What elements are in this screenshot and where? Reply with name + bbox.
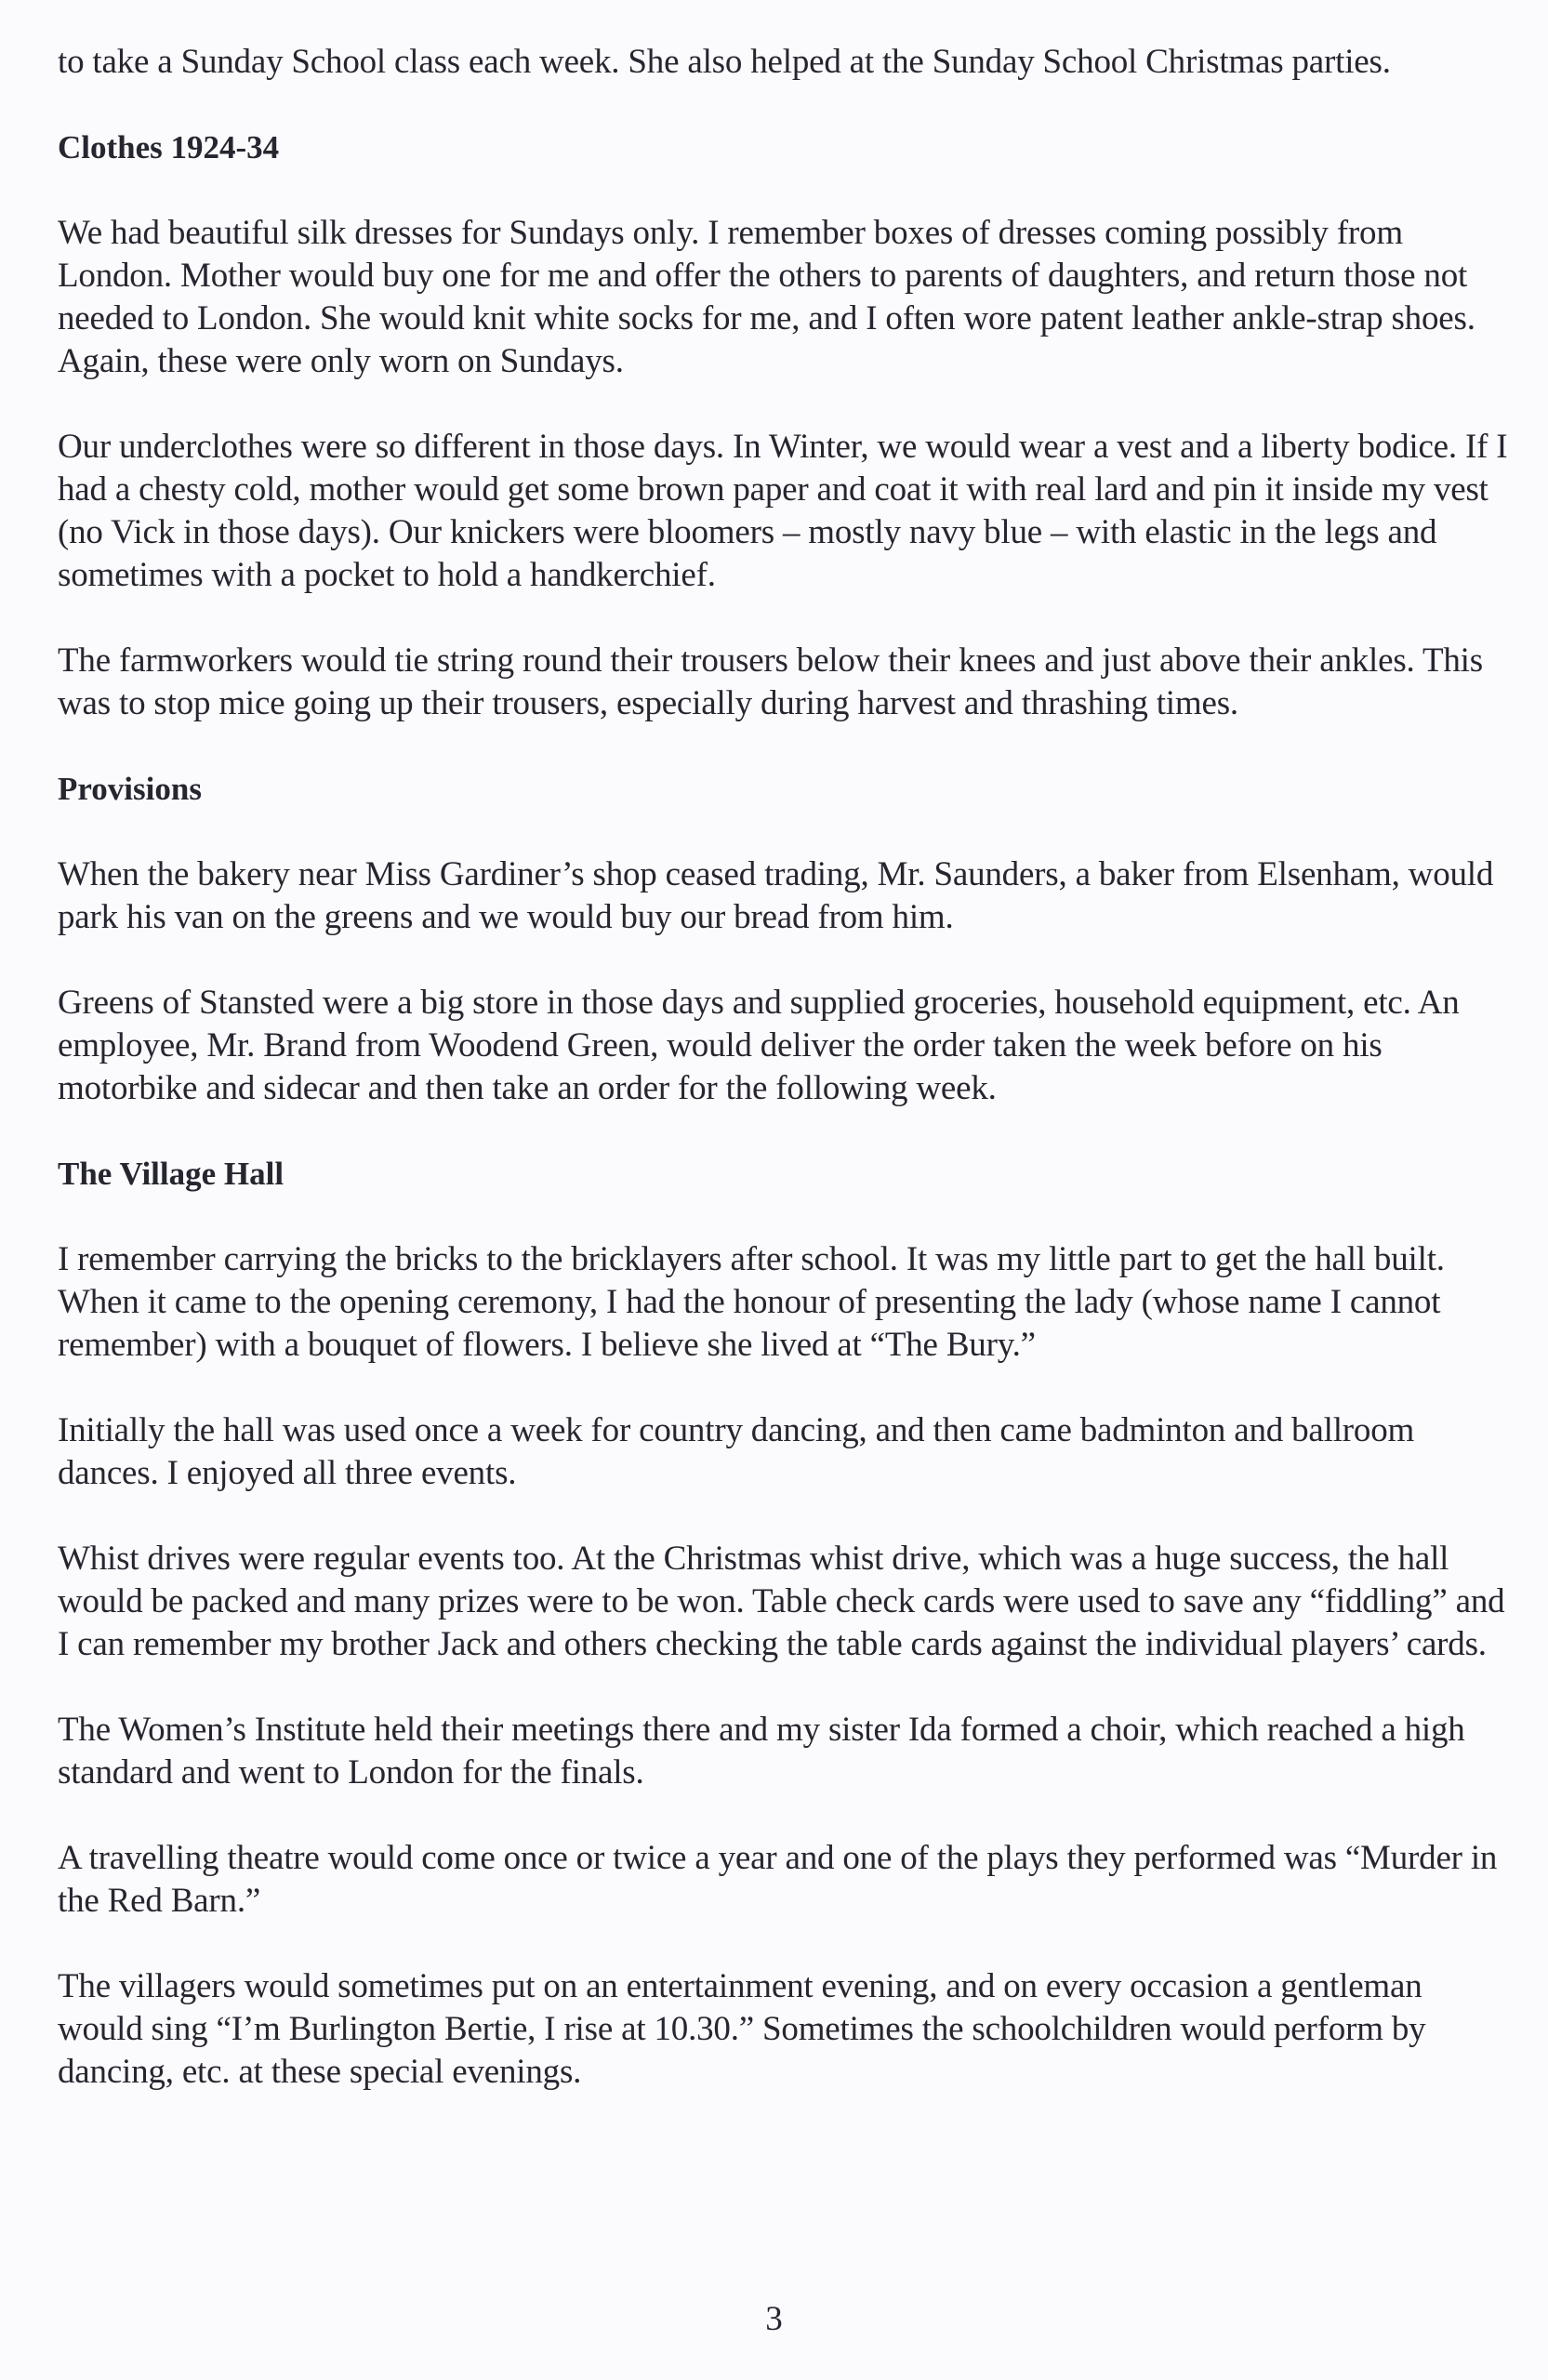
paragraph-greens-store: Greens of Stansted were a big store in those days and supplied groceries, household equipment, etc. An employee, Mr. Brand from Woodend Green, would deliver the order taken the week before on his motorbike and sidecar and then take an order for the following week. [58, 984, 1460, 1107]
paragraph-silk-dresses: We had beautiful silk dresses for Sundays only. I remember boxes of dresses coming possibly from London. Mother would buy one for me and offer the others to parents of daughters, and return those not needed to London. She would knit white socks for me, and I often wore patent leather ankle-strap shoes. Again, these were only worn on Sundays. [58, 214, 1475, 380]
paragraph-dancing: Initially the hall was used once a week for country dancing, and then came badminton and ballroom dances. I enjoyed all three events. [58, 1411, 1415, 1492]
paragraph-sunday-school: to take a Sunday School class each week. She also helped at the Sunday School Christmas parties. [58, 43, 1391, 81]
paragraph-whist-drives: Whist drives were regular events too. At the Christmas whist drive, which was a huge success, the hall would be packed and many prizes were to be won. Table check cards were used to save any “fiddling” and I can remember my brother Jack and others checking the table cards against the individual players’ cards. [58, 1540, 1505, 1663]
heading-provisions: Provisions [58, 771, 202, 807]
paragraph-travelling-theatre: A travelling theatre would come once or twice a year and one of the plays they performed was “Murder in the Red Barn.” [58, 1839, 1498, 1920]
paragraph-underclothes: Our underclothes were so different in those days. In Winter, we would wear a vest and a liberty bodice. If I had a chesty cold, mother would get some brown paper and coat it with real lard and pin it inside my vest (no Vick in those days). Our knickers were bloomers – mostly navy blue – with elastic in the legs and sometimes with a pocket to hold a handkerchief. [58, 428, 1508, 594]
document-page [58, 41, 1508, 2136]
paragraph-entertainment: The villagers would sometimes put on an entertainment evening, and on every occasion a gentleman would sing “I’m Burlington Bertie, I rise at 10.30.” Sometimes the schoolchildren would perform by dancing, etc. at these special evenings. [58, 1967, 1426, 2091]
paragraph-farmworkers: The farmworkers would tie string round their trousers below their knees and just above their ankles. This was to stop mice going up their trousers, especially during harvest and thrashing times. [58, 641, 1483, 722]
paragraph-bakery: When the bakery near Miss Gardiner’s shop ceased trading, Mr. Saunders, a baker from Elsenham, would park his van on the greens and we would buy our bread from him. [58, 855, 1494, 936]
paragraph-bricks: I remember carrying the bricks to the bricklayers after school. It was my little part to get the hall built. When it came to the opening ceremony, I had the honour of presenting the lady (whose name I cannot remember) with a bouquet of flowers. I believe she lived at “The Bury.” [58, 1240, 1445, 1364]
heading-village-hall: The Village Hall [58, 1156, 284, 1192]
paragraph-womens-institute: The Women’s Institute held their meetings there and my sister Ida formed a choir, which reached a high standard and went to London for the finals. [58, 1711, 1465, 1792]
page-number: 3 [765, 2300, 783, 2338]
heading-clothes: Clothes 1924-34 [58, 129, 280, 165]
